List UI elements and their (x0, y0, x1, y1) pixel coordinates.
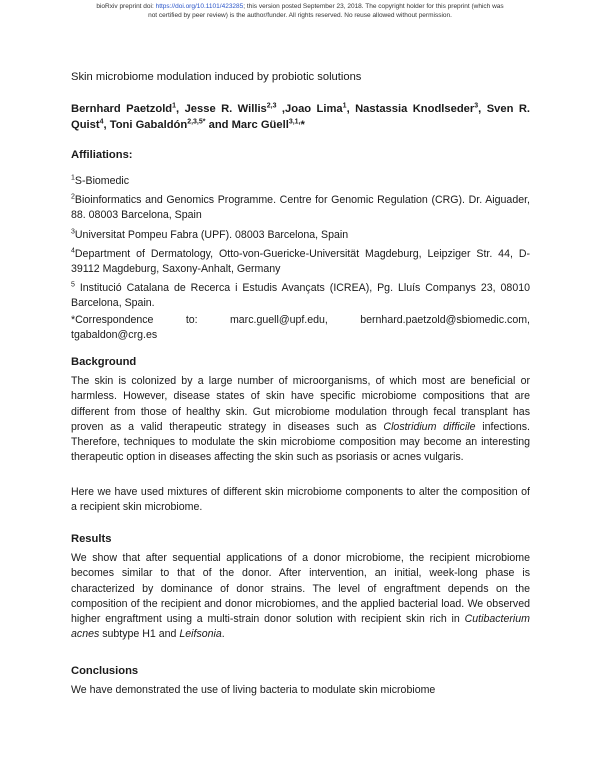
email-link[interactable]: tgabaldon@crg.es (71, 328, 158, 341)
author-affiliation-mark: 2,3,5* (187, 118, 206, 126)
doi-link[interactable]: https://doi.org/10.1101/423285 (155, 3, 244, 10)
author: Marc Güell (231, 119, 289, 131)
author-affiliation-mark: 3 (474, 102, 479, 110)
affiliation-4: $^4$Department of Dermatology, Otto-von-Guericke-Universität Magdeburg, Leipziger Str. 44, D-39112 Magdeburg, Saxony-Anhalt, Germany (71, 247, 530, 275)
email-link[interactable]: marc.guell@upf.edu, (229, 314, 328, 326)
author: Joao Lima (285, 103, 343, 115)
email-link[interactable]: bernhard.paetzold@sbiomedic.com, (360, 314, 530, 326)
author-list: Bernhard Paetzold$^1$, Jesse R. Willis$^{2,3}$ ,Joao Lima$^1$, Nastassia Knodlseder$^3$, Sven R. Quist$^4$, Toni Gabaldón$^{2,3,5*}$ and Marc Güell$^{3,1,}$* (71, 102, 531, 131)
author-affiliation-mark: 1 (342, 102, 347, 110)
affiliation-2: $^2$Bioinformatics and Genomics Programme. Centre for Genomic Regulation (CRG). Dr. Aiguader, 88. 08003 Barcelona, Spain (71, 193, 530, 221)
author: Toni Gabaldón (109, 119, 188, 131)
correspondence-label: *Correspondence (71, 314, 154, 326)
affiliation-1: $^1$S-Biomedic (71, 174, 130, 187)
author-affiliation-mark: 2,3 (266, 102, 277, 110)
affiliations-heading: Affiliations: (71, 149, 133, 161)
conclusions-heading: Conclusions (71, 665, 139, 677)
author-affiliation-mark: 4 (99, 118, 104, 126)
affiliation-3: $^3$Universitat Pompeu Fabra (UPF). 08003 Barcelona, Spain (71, 228, 349, 241)
correspondence-line: *Correspondence to: marc.guell@upf.edu, bernhard.paetzold@sbiomedic.com, (71, 314, 530, 326)
background-paragraph-1: The skin is colonized by a large number of microorganisms, of which most are beneficial or harmless. However, disease states of skin have specific microbiome compositions that are different from those of healthy skin. Gut microbiome modulation through fecal transplant has proven as a valid therapeutic strategy in diseases such as Clostridium difficile infections. Therefore, techniques to modulate the skin microbiome composition may become an interesting therapeutic option in diseases affecting the skin such as psoriasis or acnes vulgaris. (71, 375, 530, 464)
author: Nastassia Knodlseder (355, 103, 475, 115)
background-heading: Background (71, 356, 137, 368)
author-affiliation-mark: 1 (172, 102, 177, 110)
background-paragraph-2: Here we have used mixtures of different skin microbiome components to alter the composition of a recipient skin microbiome. (71, 486, 530, 514)
author: Jesse R. Willis (184, 103, 267, 115)
results-heading: Results (71, 533, 112, 545)
notice-line-2: not certified by peer review) is the author/funder. All rights reserved. No reuse allowed without permission. (148, 11, 452, 19)
author-affiliation-mark: 3,1, (288, 118, 301, 126)
correspondence (71, 313, 530, 342)
notice-line-1: bioRxiv preprint doi: https://doi.org/10.1101/423285; this version posted September 23, 2018. The copyright holder for this preprint (which was (96, 3, 504, 10)
results-paragraph: We show that after sequential applications of a donor microbiome, the recipient microbiome becomes similar to that of the donor. After intervention, an initial, week-long phase is characterized by dominance of donor strains. The level of engraftment depends on the composition of the recipient and donor microbiomes, and the applied bacterial load. We observed higher engraftment using a multi-strain donor solution with recipient skin rich in Cutibacterium acnes subtype H1 and Leifsonia. (71, 552, 530, 641)
paper-title: Skin microbiome modulation induced by probiotic solutions (71, 71, 362, 83)
preprint-notice (0, 3, 600, 20)
author: Bernhard Paetzold (71, 103, 173, 115)
affiliation-5: $^5$ Institució Catalana de Recerca i Estudis Avançats (ICREA), Pg. Lluís Companys 23, 08010 Barcelona, Spain. (71, 281, 530, 309)
conclusions-paragraph: We have demonstrated the use of living bacteria to modulate skin microbiome (71, 684, 436, 696)
author: Sven R. Quist (71, 103, 531, 131)
